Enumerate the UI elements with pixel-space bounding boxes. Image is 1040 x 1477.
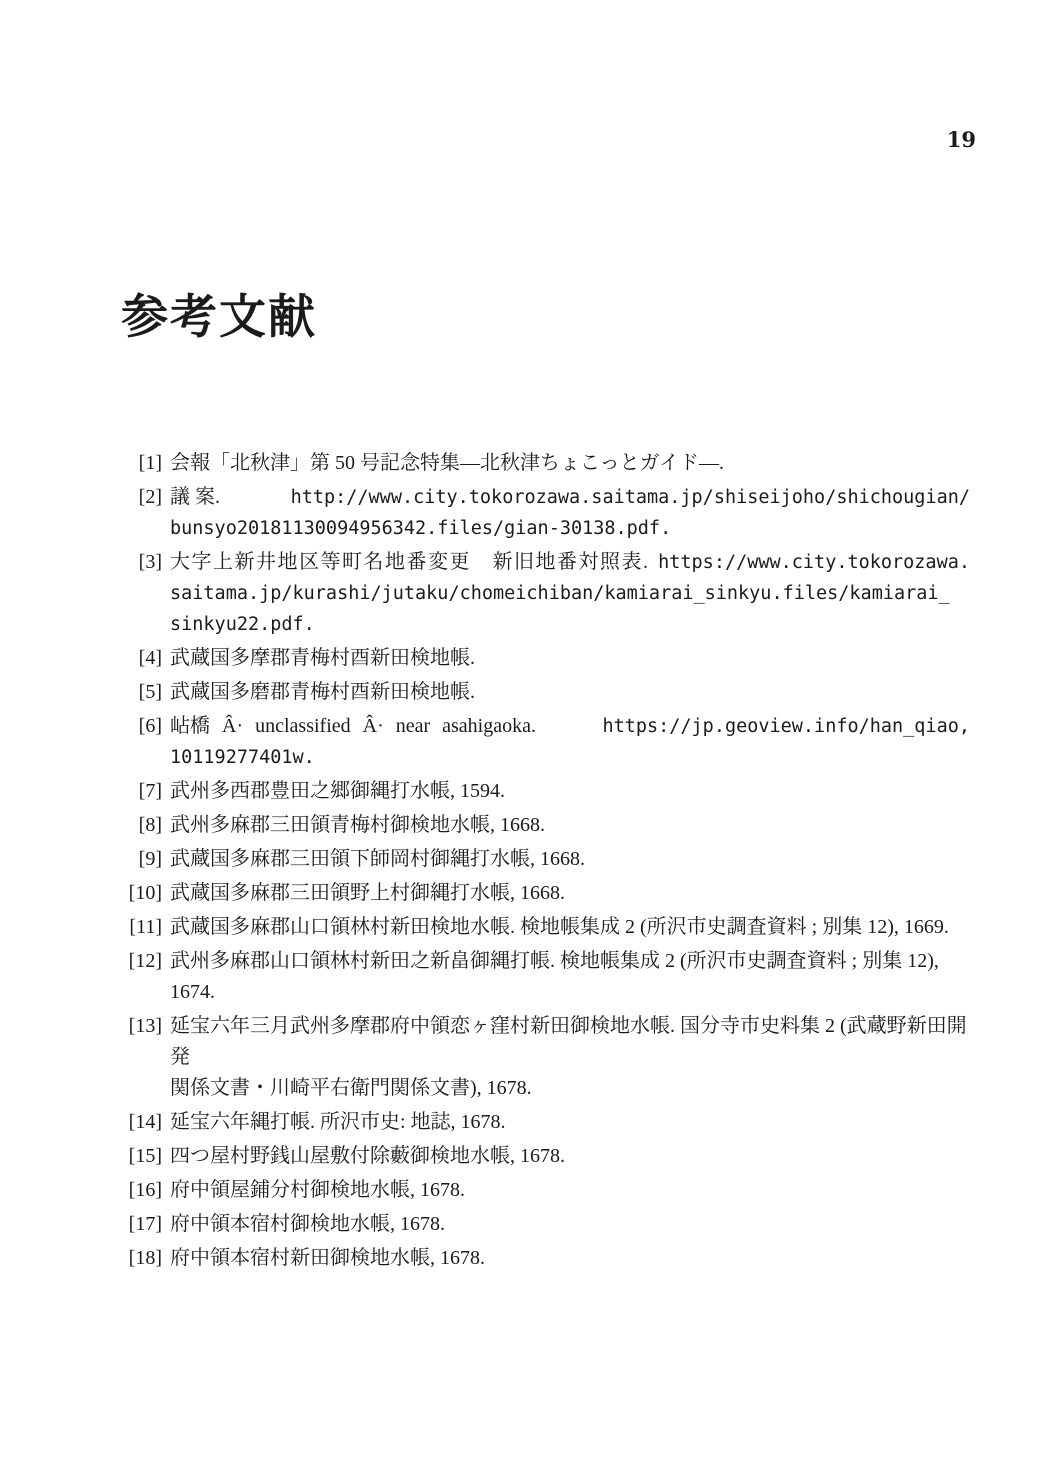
url-text: 10119277401w.	[170, 747, 315, 768]
bibliography-entry	[122, 448, 970, 479]
reference-text: 武州多西郡豊田之郷御縄打水帳, 1594.	[170, 780, 505, 802]
url-text: sinkyu22.pdf.	[170, 614, 315, 635]
entry-label: [5]	[138, 681, 162, 703]
bibliography-entry	[122, 1209, 970, 1240]
bibliography-entry	[122, 946, 970, 1008]
entry-label: [14]	[128, 1111, 162, 1133]
entry-text	[170, 1107, 970, 1138]
bibliography-entry	[122, 1107, 970, 1138]
bibliography-entry	[122, 1141, 970, 1172]
entry-label: [9]	[138, 848, 162, 870]
bibliography-entry	[122, 711, 970, 773]
entry-label: [15]	[128, 1145, 162, 1167]
entry-label: [12]	[128, 950, 162, 972]
reference-text: 延宝六年縄打帳. 所沢市史: 地誌, 1678.	[170, 1111, 506, 1133]
entry-label: [2]	[138, 486, 162, 508]
entry-text	[170, 547, 970, 640]
reference-text: 武蔵国多摩郡青梅村酉新田検地帳.	[170, 647, 475, 669]
entry-text	[170, 1243, 970, 1274]
reference-text: 武蔵国多麻郡三田領下師岡村御縄打水帳, 1668.	[170, 848, 585, 870]
reference-text: 武州多麻郡三田領青梅村御検地水帳, 1668.	[170, 814, 545, 836]
entry-label: [18]	[128, 1247, 162, 1269]
bibliography-entry	[122, 482, 970, 544]
reference-text: 延宝六年三月武州多摩郡府中領恋ヶ窪村新田御検地水帳. 国分寺市史料集 2 (武蔵野新田開発	[170, 1015, 967, 1068]
entry-label: [11]	[129, 916, 162, 938]
url-text: https://jp.geoview.info/han_qiao,	[602, 716, 970, 737]
entry-text	[170, 677, 970, 708]
bibliography-entry	[122, 1011, 970, 1104]
bibliography-entry	[122, 776, 970, 807]
reference-text: 武蔵国多磨郡青梅村酉新田検地帳.	[170, 681, 475, 703]
reference-text: 武蔵国多麻郡三田領野上村御縄打水帳, 1668.	[170, 882, 565, 904]
reference-text: 府中領本宿村新田御検地水帳, 1678.	[170, 1247, 485, 1269]
page-number: 19	[946, 127, 976, 152]
entry-text	[170, 1141, 970, 1172]
entry-label: [17]	[128, 1213, 162, 1235]
url-text: https://www.city.tokorozawa.	[658, 552, 970, 573]
reference-text: 会報「北秋津」第 50 号記念特集—北秋津ちょこっとガイド—.	[170, 452, 724, 474]
entry-label: [3]	[138, 551, 162, 573]
reference-text: 武蔵国多麻郡山口領林村新田検地水帳. 検地帳集成 2 (所沢市史調査資料 ; 別集 12), 1669.	[170, 916, 949, 938]
bibliography-entry	[122, 878, 970, 909]
entry-label: [16]	[128, 1179, 162, 1201]
entry-text	[170, 878, 970, 909]
entry-text	[170, 844, 970, 875]
entry-text	[170, 482, 970, 544]
bibliography-list	[122, 448, 970, 1277]
entry-label: [13]	[128, 1015, 162, 1037]
entry-text	[170, 776, 970, 807]
entry-text	[170, 810, 970, 841]
bibliography-entry	[122, 912, 970, 943]
entry-text	[170, 711, 970, 773]
entry-text	[170, 448, 970, 479]
reference-text: 関係文書・川崎平右衛門関係文書), 1678.	[170, 1077, 532, 1099]
reference-text: 岾橋 Â· unclassified Â· near asahigaoka.	[170, 715, 536, 737]
bibliography-entry	[122, 677, 970, 708]
bibliography-entry	[122, 643, 970, 674]
entry-label: [6]	[138, 715, 162, 737]
bibliography-entry	[122, 547, 970, 640]
bibliography-entry	[122, 1243, 970, 1274]
entry-label: [8]	[138, 814, 162, 836]
reference-text: 大字上新井地区等町名地番変更 新旧地番対照表.	[170, 551, 650, 573]
entry-text	[170, 643, 970, 674]
url-text: saitama.jp/kurashi/jutaku/chomeichiban/kamiarai_sinkyu.files/kamiarai_	[170, 583, 950, 604]
entry-text	[170, 1175, 970, 1206]
reference-text: 府中領屋鋪分村御検地水帳, 1678.	[170, 1179, 465, 1201]
entry-text	[170, 946, 970, 1008]
entry-label: [7]	[138, 780, 162, 802]
entry-text	[170, 912, 970, 943]
entry-label: [1]	[138, 452, 162, 474]
entry-text	[170, 1011, 970, 1104]
reference-text: 武州多麻郡山口領林村新田之新畠御縄打帳. 検地帳集成 2 (所沢市史調査資料 ; 別集 12), 1674.	[170, 950, 939, 1003]
url-text: bunsyo20181130094956342.files/gian-30138.pdf.	[170, 518, 672, 539]
entry-label: [4]	[138, 647, 162, 669]
reference-text: 府中領本宿村御検地水帳, 1678.	[170, 1213, 445, 1235]
entry-text	[170, 1209, 970, 1240]
bibliography-entry	[122, 844, 970, 875]
bibliography-entry	[122, 1175, 970, 1206]
entry-label: [10]	[128, 882, 162, 904]
section-heading: 参考文献	[121, 290, 317, 345]
reference-text: 四つ屋村野銭山屋敷付除藪御検地水帳, 1678.	[170, 1145, 565, 1167]
reference-text: 議 案.	[170, 486, 220, 508]
bibliography-entry	[122, 810, 970, 841]
url-text: http://www.city.tokorozawa.saitama.jp/shiseijoho/shichougian/	[290, 487, 970, 508]
